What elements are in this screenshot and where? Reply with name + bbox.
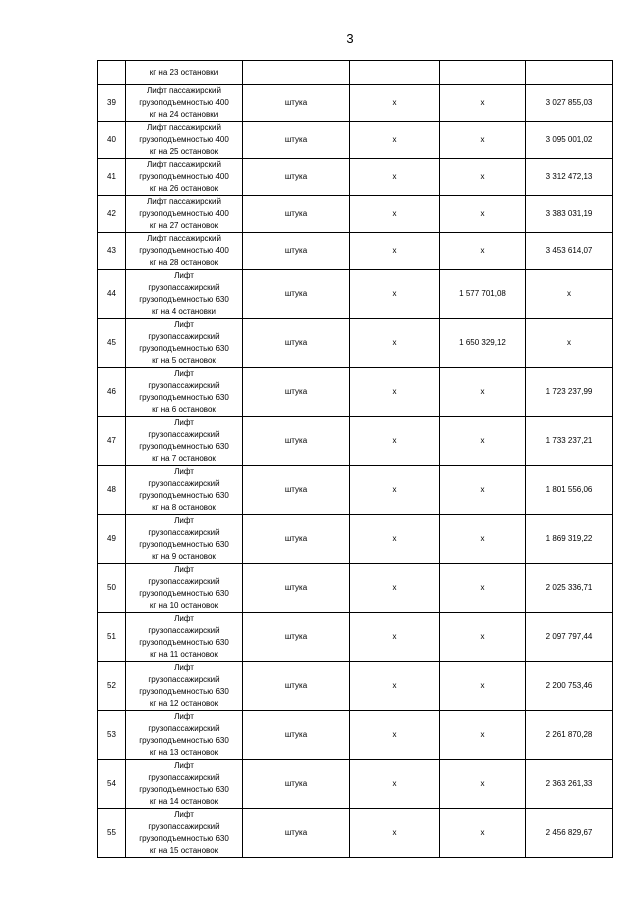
value-cell-1: х [350,196,440,233]
item-name-line: Лифт пассажирский [147,234,221,243]
item-name-line: грузопассажирский [148,675,220,684]
row-number-cell: 44 [98,270,126,319]
value-cell-1: х [350,564,440,613]
item-name-line: грузопассажирский [148,332,220,341]
table-row [98,515,613,564]
value-cell-2: х [440,515,526,564]
value-cell-2: х [440,233,526,270]
value-cell-1: х [350,233,440,270]
value-cell-2: х [440,809,526,858]
unit-cell: штука [243,662,350,711]
unit-cell: штука [243,319,350,368]
value-cell-1: х [350,368,440,417]
item-name-line: Лифт [174,810,194,819]
item-name-line: Лифт пассажирский [147,160,221,169]
item-name-cell [126,196,243,233]
row-number-cell: 55 [98,809,126,858]
value-cell-2: х [440,122,526,159]
unit-cell: штука [243,711,350,760]
item-name-cell [126,515,243,564]
value-cell-1: х [350,270,440,319]
item-name-line: грузопассажирский [148,381,220,390]
item-name-line: Лифт [174,565,194,574]
unit-cell: штука [243,760,350,809]
item-name-line: кг на 12 остановок [149,699,219,708]
item-name-line: грузопассажирский [148,430,220,439]
table-row [98,809,613,858]
value-cell-3: х [526,270,613,319]
item-name-line: Лифт [174,467,194,476]
row-number-cell: 53 [98,711,126,760]
item-name-line: грузоподъемностью 630 [139,295,229,304]
item-name-line: кг на 8 остановок [152,503,216,512]
item-name-line: Лифт [174,516,194,525]
row-number-cell: 39 [98,85,126,122]
value-cell-1: х [350,319,440,368]
row-number-cell [98,61,126,85]
value-cell-1: х [350,613,440,662]
value-cell-2: х [440,196,526,233]
item-name-line: кг на 11 остановок [150,650,218,659]
value-cell-2: х [440,417,526,466]
item-name-line: Лифт [174,271,194,280]
row-number-cell: 51 [98,613,126,662]
value-cell-3: 3 312 472,13 [526,159,613,196]
value-cell-1: х [350,809,440,858]
unit-cell: штука [243,196,350,233]
value-cell-1: х [350,85,440,122]
unit-cell: штука [243,809,350,858]
unit-cell: штука [243,368,350,417]
value-cell-2: х [440,662,526,711]
unit-cell: штука [243,159,350,196]
item-name-line: Лифт [174,663,194,672]
item-name-line: кг на 23 остановки [149,67,219,77]
item-name-line: кг на 5 остановок [152,356,216,365]
price-table-body [98,61,613,858]
row-number-cell: 54 [98,760,126,809]
item-name-line: грузопассажирский [148,773,220,782]
item-name-line: Лифт [174,761,194,770]
item-name-line: грузоподъемностью 630 [139,344,229,353]
value-cell-3: 1 733 237,21 [526,417,613,466]
value-cell-3: 1 801 556,06 [526,466,613,515]
table-row [98,270,613,319]
item-name-line: кг на 7 остановок [152,454,216,463]
row-number-cell: 45 [98,319,126,368]
item-name-cell [126,417,243,466]
item-name-line: грузоподъемностью 630 [139,687,229,696]
value-cell-1: х [350,760,440,809]
item-name-line: грузоподъемностью 400 [139,135,229,144]
item-name-line: грузоподъемностью 400 [139,209,229,218]
value-cell-2: 1 650 329,12 [440,319,526,368]
unit-cell: штука [243,270,350,319]
item-name-line: грузоподъемностью 400 [139,246,229,255]
value-cell-1: х [350,711,440,760]
table-row [98,61,613,85]
value-cell-2: х [440,159,526,196]
row-number-cell: 47 [98,417,126,466]
item-name-line: грузопассажирский [148,822,220,831]
row-number-cell: 46 [98,368,126,417]
row-number-cell: 52 [98,662,126,711]
item-name-line: грузоподъемностью 400 [139,98,229,107]
value-cell-1: х [350,417,440,466]
row-number-cell: 42 [98,196,126,233]
item-name-line: грузоподъемностью 630 [139,638,229,647]
value-cell-2: х [440,466,526,515]
value-cell-2 [440,61,526,85]
row-number-cell: 41 [98,159,126,196]
value-cell-3: 2 261 870,28 [526,711,613,760]
unit-cell: штука [243,515,350,564]
table-row [98,196,613,233]
price-table [97,60,613,858]
unit-cell: штука [243,613,350,662]
item-name-cell [126,466,243,515]
value-cell-3 [526,61,613,85]
value-cell-3: 1 723 237,99 [526,368,613,417]
table-row [98,368,613,417]
item-name-line: кг на 6 остановок [152,405,216,414]
item-name-line: Лифт [174,712,194,721]
value-cell-2: х [440,85,526,122]
value-cell-1: х [350,122,440,159]
table-row [98,613,613,662]
unit-cell: штука [243,466,350,515]
item-name-line: Лифт [174,320,194,329]
table-row [98,662,613,711]
item-name-line: кг на 13 остановок [149,748,219,757]
item-name-cell [126,809,243,858]
unit-cell: штука [243,417,350,466]
row-number-cell: 50 [98,564,126,613]
unit-cell [243,61,350,85]
item-name-line: грузоподъемностью 630 [139,785,229,794]
value-cell-3: 1 869 319,22 [526,515,613,564]
unit-cell: штука [243,85,350,122]
value-cell-1: х [350,662,440,711]
item-name-line: грузопассажирский [148,626,220,635]
table-row [98,466,613,515]
item-name-line: Лифт [174,369,194,378]
value-cell-3: 2 456 829,67 [526,809,613,858]
value-cell-2: 1 577 701,08 [440,270,526,319]
value-cell-3: 3 095 001,02 [526,122,613,159]
item-name-line: грузоподъемностью 630 [139,393,229,402]
item-name-cell [126,613,243,662]
item-name-line: кг на 28 остановок [149,258,219,267]
item-name-cell [126,233,243,270]
table-row [98,159,613,196]
unit-cell: штука [243,233,350,270]
item-name-cell [126,564,243,613]
item-name-line: Лифт пассажирский [147,123,221,132]
item-name-line: грузопассажирский [148,528,220,537]
value-cell-1 [350,61,440,85]
item-name-cell [126,122,243,159]
item-name-cell [126,368,243,417]
item-name-line: кг на 14 остановок [149,797,219,806]
item-name-line: грузопассажирский [148,577,220,586]
table-row [98,564,613,613]
value-cell-2: х [440,564,526,613]
table-row [98,233,613,270]
row-number-cell: 43 [98,233,126,270]
table-row [98,760,613,809]
item-name-cell [126,85,243,122]
item-name-cell [126,662,243,711]
item-name-line: грузоподъемностью 630 [139,540,229,549]
value-cell-3: 3 027 855,03 [526,85,613,122]
item-name-cell [126,61,243,85]
item-name-line: грузоподъемностью 630 [139,736,229,745]
value-cell-3: 3 383 031,19 [526,196,613,233]
row-number-cell: 49 [98,515,126,564]
item-name-line: кг на 9 остановок [152,552,216,561]
item-name-line: грузоподъемностью 630 [139,834,229,843]
table-row [98,417,613,466]
value-cell-1: х [350,159,440,196]
item-name-cell [126,270,243,319]
unit-cell: штука [243,122,350,159]
item-name-cell [126,760,243,809]
item-name-line: кг на 4 остановки [152,307,216,316]
row-number-cell: 40 [98,122,126,159]
unit-cell: штука [243,564,350,613]
value-cell-3: х [526,319,613,368]
item-name-line: Лифт пассажирский [147,86,221,95]
item-name-line: грузоподъемностью 630 [139,589,229,598]
table-row [98,711,613,760]
table-row [98,122,613,159]
item-name-line: кг на 27 остановок [149,221,219,230]
value-cell-3: 2 025 336,71 [526,564,613,613]
item-name-line: кг на 15 остановок [149,846,219,855]
value-cell-2: х [440,711,526,760]
page-number: 3 [346,31,354,46]
value-cell-1: х [350,515,440,564]
item-name-line: грузоподъемностью 630 [139,491,229,500]
value-cell-2: х [440,613,526,662]
item-name-line: грузопассажирский [148,479,220,488]
item-name-line: грузопассажирский [148,283,220,292]
value-cell-3: 2 200 753,46 [526,662,613,711]
item-name-line: Лифт пассажирский [147,197,221,206]
value-cell-2: х [440,760,526,809]
table-row [98,319,613,368]
value-cell-3: 2 363 261,33 [526,760,613,809]
item-name-line: кг на 10 остановок [149,601,219,610]
item-name-line: кг на 25 остановок [149,147,219,156]
item-name-line: грузоподъемностью 630 [139,442,229,451]
value-cell-1: х [350,466,440,515]
value-cell-2: х [440,368,526,417]
item-name-cell [126,319,243,368]
table-row [98,85,613,122]
item-name-line: кг на 26 остановок [149,184,219,193]
item-name-cell [126,711,243,760]
row-number-cell: 48 [98,466,126,515]
value-cell-3: 2 097 797,44 [526,613,613,662]
item-name-cell [126,159,243,196]
item-name-line: кг на 24 остановки [149,110,219,119]
item-name-line: Лифт [174,418,194,427]
item-name-line: Лифт [174,614,194,623]
item-name-line: грузоподъемностью 400 [139,172,229,181]
value-cell-3: 3 453 614,07 [526,233,613,270]
item-name-line: грузопассажирский [148,724,220,733]
